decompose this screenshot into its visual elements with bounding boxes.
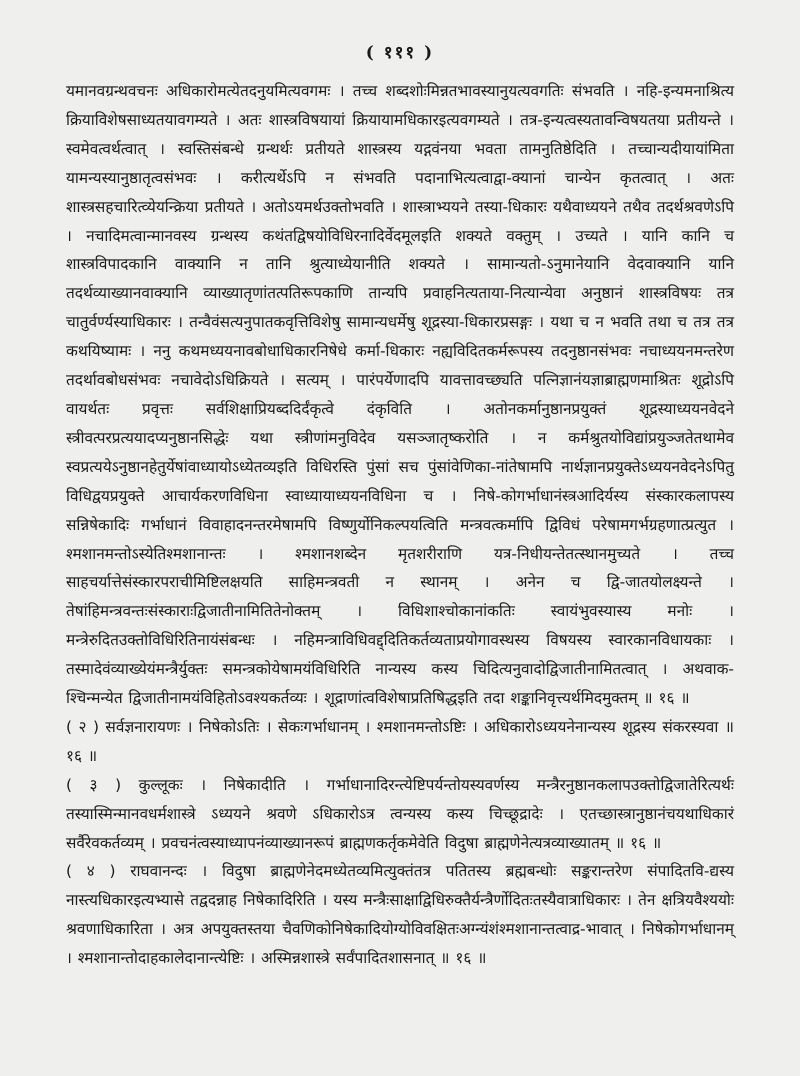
commentary-paragraph-2: ( २ ) सर्वज्ञनारायणः । निषेकोऽतिः । सेकःगर्भाधानम् । श्मशानमन्तोऽष्टिः । अधिकारोऽध्ययनेनान्यस्य शूद्रस्य संकरस्यवा ॥ १६ ॥ (66, 717, 734, 765)
commentary-paragraph-1: यमानवग्रन्थवचनः अधिकारोमत्येतदनुयमित्यवगमः । तच्च शब्दशोःमिन्नतभावस्यानुयत्यवगतिः संभवति । नहि-इन्यमनाश्रित्य क्रियाविशेषसाध्यतयावगम्यते । अतः शास्त्रविषयायां क्रियायामधिकारइत्यवगम्यते । तत्र-इन्यत्वस्यतावन्विषयतया प्रतीयन्ते । स्वमेवत्वर्थत्वात् । स्वस्तिसंबन्धे ग्रन्थर्थः प्रतीयते शास्त्रस्य यद्गवंनया भवता तामनुतिष्ठेदिति । तच्चान्यदीयायांमिता यामन्यस्यानुष्ठातृत्वसंभवः । करीत्यर्थेऽपि न संभवति पदानाभित्यत्वाद्वा-क्यानां चान्येन कृतत्वात् । अतः शास्त्रसहचारित्व्येयन्क्रिया प्रतीयते । अतोऽयमर्थउक्तोभवति । शास्त्राभ्ययने तस्या-धिकारः यथैवाध्ययने तथैव तदर्थश्रवणेऽपि । नचादिमत्वान्मानवस्य ग्रन्थस्य कथंतद्विषयोविधिरनादिर्वेदमूलइति शक्यते वक्तुम् । उच्यते । यानि कानि च शास्त्रविपादकानि वाक्यानि न तानि श्रुत्याध्येयानीति शक्यते । सामान्यतो-ऽनुमानेयानि वेदवाक्यानि यानि तदर्थव्याख्यानवाक्यानि व्याख्यातृणांतत्पतिरूपकाणि तान्यपि प्रवाहनित्यताया-नित्यान्येवा अनुष्ठानं शास्त्रविषयः तत्र चातुर्वर्ण्यस्याधिकारः । तन्वैवंसत्यनुपातकवृत्तिविशेषु सामान्यधर्मेषु शूद्रस्या-धिकारप्रसङ्गः । यथा च न भवति तथा च तत्र तत्र कथयिष्यामः । ननु कथमध्ययनावबोधाधिकारनिषेधे कर्मा-धिकारः नह्यविदितकर्मरूपस्य तदनुष्ठानसंभवः नचाध्ययनमन्तरेण तदर्थावबोधसंभवः नचावेदोऽधिक्रियते । सत्यम् । पारंपर्येणादपि यावत्तावच्छ्यति पत्निज्ञानंयज्ञाब्राह्मणमाश्रितः शूद्रोऽपि वायर्थतः प्रवृत्तः सर्वशिक्षाप्रियब्ददिर्दंकृत्वे दंकृविति । अतोनकर्मानुष्ठानप्रयुक्तं शूद्रस्याध्ययनवेदने स्त्रीवत्परप्रत्ययादप्यनुष्ठानसिद्धेः यथा स्त्रीणांमनुविदेव यसञ्जातृष्करोति । न कर्मश्रुतयोविद्यांप्रयुञ्जतेतथामेव स्वप्रत्ययेऽनुष्ठानहेतुर्येषांवाध्यायोऽध्येतव्यइति विधिरस्ति पुंसां सच पुंसांवेणिका-नांतेषामपि नार्थज्ञानप्रयुक्तेऽध्ययनवेदनेऽपितु विधिद्वयप्रयुक्ते आचार्यकरणविधिना स्वाध्यायाध्ययनविधिना च । निषे-कोगर्भाधानंस्त्रआदिर्यस्य संस्कारकलापस्य सन्निषेकादिः गर्भाधानं विवाहादनन्तरमेषामपि विष्णुर्योनिकल्पयत्विति मन्त्रवत्कर्मापि द्विविधं परेषामगर्भग्रहणात्प्रत्युत । श्मशानमन्तोऽस्येतिश्मशानान्तः । श्मशानशब्देन मृतशरीराणि यत्र-निधीयन्तेतत्स्थानमुच्यते । तच्च साहचर्यात्तेसंस्कारपराचीमिष्टिलक्षयति साहिमन्त्रवती न स्थानम् । अनेन च द्वि-जातयोलक्ष्यन्ते । तेषांहिमन्त्रवन्तःसंस्काराःद्विजातीनामितितेनोक्तम् । विधिशाश्चोकानांकतिः स्वायंभुवस्यास्य मनोः । मन्त्रेरुदितउक्तोविधिरितिनायंसंबन्धः । नहिमन्त्राविधिवद्द्दितिकर्तव्यताप्रयोगावस्थस्य विषयस्य स्वारकानविधायकाः । तस्मादेवंव्याख्येयंमन्त्रैर्युक्तः समन्त्रकोयेषामयंविधिरिति नान्यस्य कस्य चिदित्यनुवादोद्विजातीनामितत्वात् । अथवाक-श्चिन्मन्येत द्विजातीनामयंविहितोऽवश्यकर्तव्यः । शूद्राणांत्वविशेषाप्रतिषिद्धइति तदा शङ्कानिवृत्त्यर्थमिदमुक्तम् ॥ १६ ॥ (66, 82, 734, 708)
commentary-paragraph-3: ( ३ ) कुल्लूकः । निषेकादीति । गर्भाधानादिरन्त्येष्टिपर्यन्तोयस्यवर्णस्य मन्त्रैरनुष्ठानकलापउक्तोद्विजातेरित्यर्थः तस्यास्मिन्मानवधर्मशास्त्रे ऽध्ययने श्रवणे ऽधिकारोऽत्र त्वन्यस्य कस्य चिच्छूद्रादेः । एतच्छास्त्रानुष्ठानंचयथाधिकारं सर्वैरेवकर्तव्यम् । प्रवचनंत्वस्याध्यापनंव्याख्यानरूपं ब्राह्मणकर्तृकमेवेति विदुषा ब्राह्मणेनेत्यत्रव्याख्यातम् ॥ १६ ॥ (66, 775, 734, 852)
page-number: ( १११ ) (365, 43, 435, 63)
commentary-paragraph-4: ( ४ ) राघवानन्दः । विदुषा ब्राह्मणेनेदमध्येतव्यमित्युक्तंतत्र पतितस्य ब्रह्मबन्धोः सङ्करान्तरेण संपादितवि-द्यस्य नास्त्यधिकारइत्यभ्यासे तद्वदन्नाह निषेकादिरिति । यस्य मन्त्रैःसाक्षाद्विधिरुक्तैर्यन्त्रैर्णोदितःतस्यैवात्राधिकारः । तेन क्षत्रियवैश्ययोः श्रवणाधिकारिता । अत्र अपयुक्तस्तया चैवणिकोनिषेकादियोग्योविवक्षितःअग्न्यंशंश्मशानान्तत्वाद्र-भावात् । निषेकोगर्भाधानम् । श्मशानान्तोदाहकालेदानान्त्येष्टिः । अस्मिन्नशास्त्रे सर्वंपादितशासनात् ॥ १६ ॥ (66, 862, 734, 968)
